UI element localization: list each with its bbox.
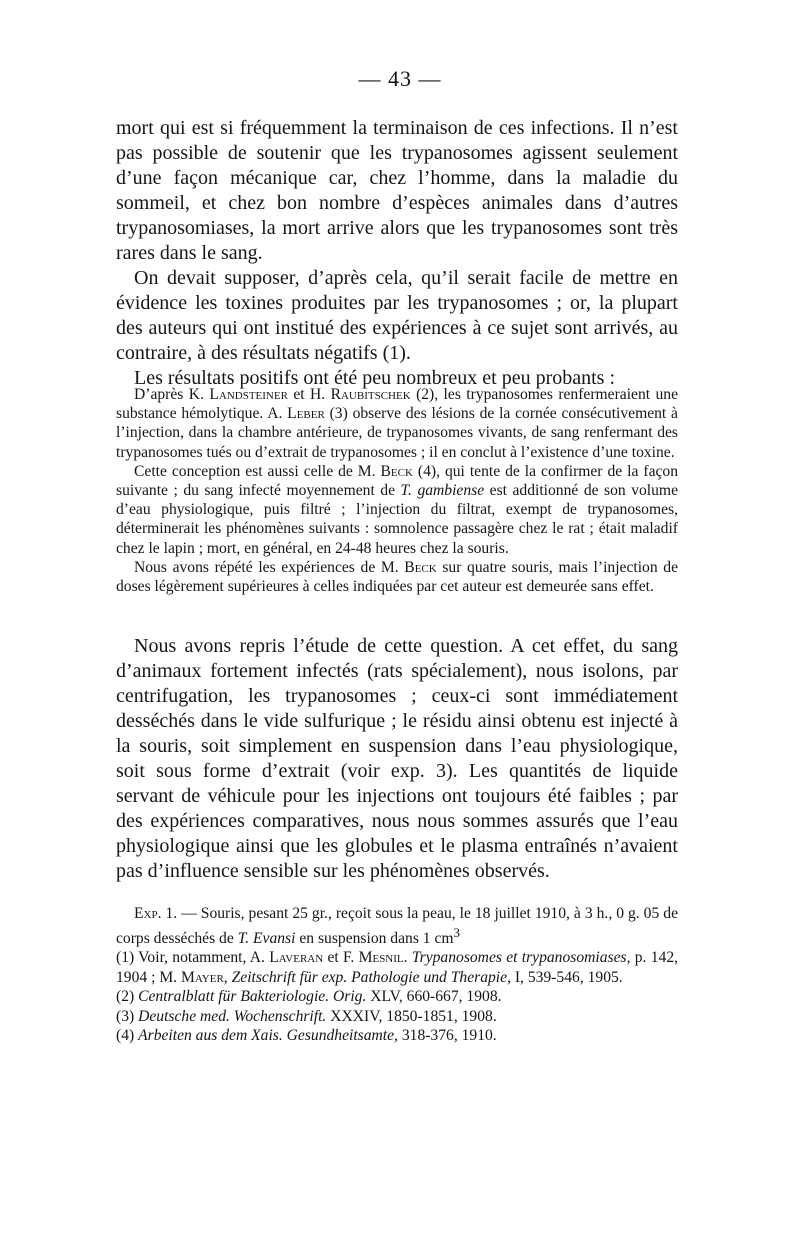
author-name: Raubitschek: [330, 386, 411, 403]
work-title: Centralblatt für Bakteriologie. Orig.: [138, 988, 367, 1006]
footnote-1: (1) Voir, notamment, A. Laveran et F. Mesnil. Trypanosomes et trypanosomiases, p. 142, 1904 ; M. Mayer, Zeitschrift für exp. Pathologie und Therapie, I, 539-546, 1905.: [116, 949, 679, 986]
footnote-3: (3) Deutsche med. Wochenschrift. XXXIV, 1850-1851, 1908.: [116, 1007, 497, 1025]
paragraph-methode: Nous avons repris l’étude de cette question. A cet effet, du sang d’animaux fortement infectés (rats spécialement), nous isolons, par centrifugation, les trypanosomes ; ceux-ci sont immédiatement desséchés dans le vide sulfurique ; le résidu ainsi obtenu est injecté à la souris, soit simplement en suspension dans l’eau physiologique, soit sous forme d’extrait (voir exp. 3). Les quantités de liquide servant de véhicule pour les injections ont toujours été faibles ; par des expériences comparatives, nous nous sommes assurés que l’eau physiologique ainsi que les globules et le plasma entraînés n’avaient pas d’influence sensible sur les phénomènes observés.: [116, 635, 678, 882]
author-name: Mayer: [180, 968, 224, 986]
work-title: Trypanosomes et trypanosomiases: [411, 949, 627, 966]
paragraph-resultats-positifs: Les résultats positifs ont été peu nombreux et peu probants :: [134, 367, 616, 389]
experiment-block: [116, 904, 678, 949]
small-print-block: [116, 385, 678, 596]
work-title: Deutsche med. Wochenschrift.: [138, 1007, 327, 1025]
work-title: Zeitschrift für exp. Pathologie und Therapie: [231, 968, 508, 986]
footnotes: [116, 948, 678, 1046]
paragraph-beck: Cette conception est aussi celle de M. Beck (4), qui tente de la confirmer de la façon suivante ; du sang infecté moyennement de T. gambiense est additionné de son volume d’eau physiologique, puis filtré ; l’injection du filtrat, exempt de trypanosomes, déterminerait les phénomènes suivants : somnolence passagère chez le rat ; était maladif chez le lapin ; mort, en général, en 24-48 heures chez la souris.: [116, 462, 679, 557]
experiment-label: Exp. 1.: [134, 905, 178, 922]
author-name: Laveran: [269, 949, 324, 966]
experiment-1: Exp. 1. — Souris, pesant 25 gr., reçoit sous la peau, le 18 juillet 1910, à 3 h., 0 g. 05 de corps desséchés de T. Evansi en suspension dans 1 $cm^3$: [116, 905, 678, 948]
work-title: Arbeiten aus dem Xais. Gesundheitsamte,: [138, 1027, 398, 1045]
paragraph-landsteiner-leber: D’après K. Landsteiner et H. Raubitschek (2), les trypanosomes renfermeraient une substance hémolytique. A. Leber (3) observe des lésions de la cornée consécutivement à l’injection, dans la chambre antérieure, de trypanosomes vivants, de sang renfermant des trypanosomes tués ou d’extrait de trypanosomes ; il en conclut à l’existence d’une toxine.: [116, 386, 679, 461]
paragraph-toxines: On devait supposer, d’après cela, qu’il serait facile de mettre en évidence les toxines produites par les trypanosomes ; or, la plupart des auteurs qui ont institué des expériences à ce sujet sont arrivés, au contraire, à des résultats négatifs (1).: [116, 267, 678, 364]
footnote-4: (4) Arbeiten aus dem Xais. Gesundheitsamte, 318-376, 1910.: [116, 1027, 497, 1045]
species-name: T. gambiense: [400, 482, 485, 500]
author-name: Leber: [287, 405, 325, 423]
page-number: — 43 —: [358, 66, 442, 91]
paragraph-repetition: Nous avons répété les expériences de M. Beck sur quatre souris, mais l’injection de doses légèrement supérieures à celles indiquées par cet auteur est demeurée sans effet.: [116, 558, 678, 596]
main-text-bottom: [116, 634, 678, 884]
main-text-top: [116, 116, 678, 391]
author-name: Beck: [404, 558, 437, 576]
author-name: Mesnil: [358, 949, 404, 966]
paragraph-continuation: mort qui est si fréquemment la terminaison de ces infections. Il n’est pas possible de soutenir que les trypanosomes agissent seulement d’une façon mécanique car, chez l’homme, dans la maladie du sommeil, et chez bon nombre d’espèces animales dans d’autres trypanosomiases, la mort arrive alors que les trypanosomes sont très rares dans le sang.: [116, 117, 678, 264]
author-name: Landsteiner: [209, 386, 288, 403]
footnote-2: (2) Centralblatt für Bakteriologie. Orig. XLV, 660-667, 1908.: [116, 988, 502, 1006]
species-name: T. Evansi: [237, 930, 296, 948]
author-name: Beck: [380, 462, 413, 480]
